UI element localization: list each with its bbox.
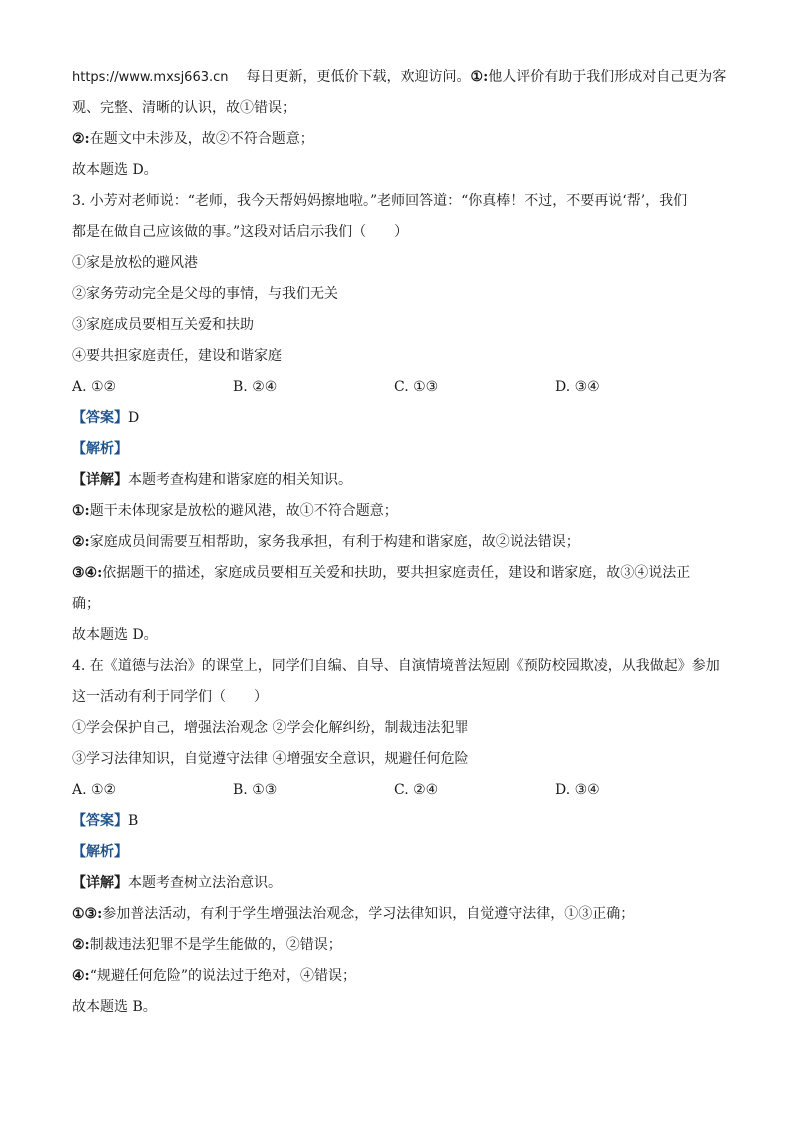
q4-detail-text: 本题考查树立法治意识。 [128,875,282,891]
q3-detail-text: 本题考查构建和谐家庭的相关知识。 [128,472,352,488]
q2-explanation-line-3 [72,124,732,155]
q4-conclusion: 故本题选 B。 [72,999,157,1015]
q4-e1-text: 参加普法活动，有利于学生增强法治观念，学习法律知识，自觉遵守法律，①③正确； [102,906,635,922]
q2-conclusion: 故本题选 D。 [72,162,158,178]
q3-e1-mark: ①: [72,503,90,519]
q3-explanation-3 [72,558,732,589]
q4-explanation-3 [72,961,732,992]
q3-detail-tag: 【详解】 [72,472,128,488]
q3-answer [72,403,732,434]
q4-option-c: C. ②④ [394,782,439,798]
q4-e1-mark: ①③: [72,906,103,922]
q3-item-1: ①家是放松的避风港 [72,255,198,271]
q3-e3-mark: ③④: [72,565,103,581]
q3-analysis-tag: 【解析】 [72,441,128,457]
q4-detail-tag: 【详解】 [72,875,128,891]
site-note: 每日更新，更低价下载，欢迎访问。 [246,69,471,85]
q3-stem-line-2: 都是在做自己应该做的事。”这段对话启示我们（ ） [72,224,409,240]
q4-options [72,775,732,806]
q3-e3-text: 依据题干的描述，家庭成员要相互关爱和扶助，要共担家庭责任，建设和谐家庭，故③④说法正 [102,565,691,581]
q4-e2-text: 制裁违法犯罪不是学生能做的，②错误； [89,937,342,953]
q4-stem-line-1: 4. 在《道德与法治》的课堂上，同学们自编、自导、自演情境普法短剧《预防校园欺凌，从我做起》参加 [72,658,720,674]
q3-option-c: C. ①③ [394,379,439,395]
q3-stem-line-1: 3. 小芳对老师说：“老师，我今天帮妈妈擦地啦。”老师回答道：“你真棒！不过，不要再说‘帮’，我们 [72,193,688,209]
q4-stem-line-2: 这一活动有利于同学们（ ） [72,689,268,705]
q4-explanation-2 [72,930,732,961]
q3-item-4: ④要共担家庭责任，建设和谐家庭 [72,348,282,364]
q3-option-b: B. ②④ [233,379,278,395]
q2-explanation-line-1 [72,62,732,93]
q4-option-a: A. ①② [72,782,117,798]
q4-analysis-tag: 【解析】 [72,844,128,860]
q4-option-b: B. ①③ [233,782,278,798]
q3-e1-text: 题干未体现家是放松的避风港，故①不符合题意； [89,503,398,519]
q3-e2-mark: ②: [72,534,90,550]
q3-e2-text: 家庭成员间需要互相帮助，家务我承担，有利于构建和谐家庭，故②说法错误； [89,534,580,550]
q3-detail [72,465,732,496]
q3-answer-tag: 【答案】 [72,410,128,426]
q3-item-2: ②家务劳动完全是父母的事情，与我们无关 [72,286,338,302]
q3-explanation-3-cont: 确； [72,596,100,612]
q3-options [72,372,732,403]
q4-e3-text: “规避任何危险”的说法过于绝对，④错误； [89,968,357,984]
q3-answer-value: D [128,410,140,426]
q2-e1-text: 他人评价有助于我们形成对自己更为客 [488,69,727,85]
q3-option-d: D. ③④ [555,379,600,395]
q2-e1-mark: ①: [470,69,489,85]
q3-conclusion: 故本题选 D。 [72,627,158,643]
q3-explanation-1 [72,496,732,527]
q3-explanation-2 [72,527,732,558]
q4-answer-value: B [128,813,139,829]
q4-analysis [72,837,732,868]
q4-detail [72,868,732,899]
q3-option-a: A. ①② [72,379,117,395]
q3-item-3: ③家庭成员要相互关爱和扶助 [72,317,254,333]
site-url[interactable]: https://www.mxsj663.cn [72,70,229,85]
q4-items-line-1: ①学会保护自己，增强法治观念 ②学会化解纠纷，制裁违法犯罪 [72,720,469,736]
q4-explanation-1 [72,899,732,930]
q4-items-line-2: ③学习法律知识，自觉遵守法律 ④增强安全意识，规避任何危险 [72,751,469,767]
q4-e3-mark: ④: [72,968,90,984]
q4-option-d: D. ③④ [555,782,600,798]
q2-e2-mark: ②: [72,131,90,147]
q3-analysis [72,434,732,465]
q4-answer [72,806,732,837]
q4-e2-mark: ②: [72,937,90,953]
document-page [72,62,732,1023]
q2-explanation-line-2: 观、完整、清晰的认识，故①错误； [72,100,296,116]
q2-e2-text: 在题文中未涉及，故②不符合题意； [89,131,314,147]
q4-answer-tag: 【答案】 [72,813,128,829]
